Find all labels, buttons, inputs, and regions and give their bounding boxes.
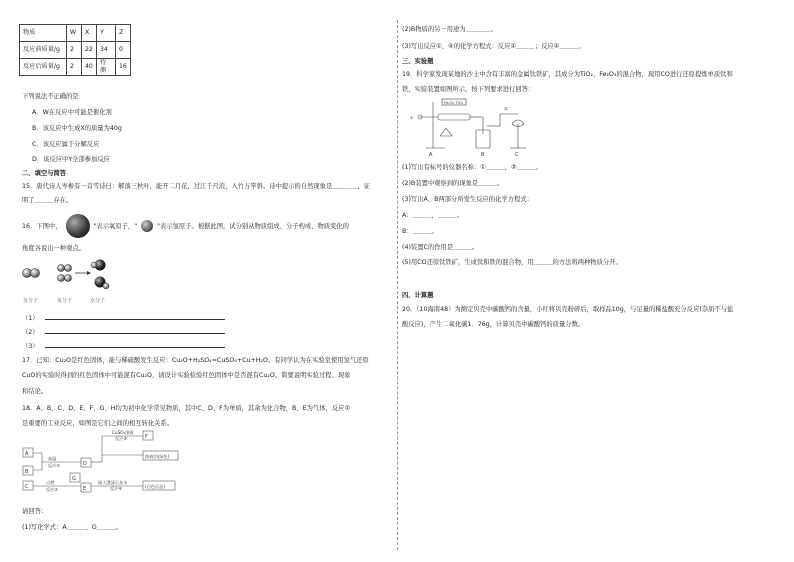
answer-label: （2） — [22, 329, 39, 336]
q19-sub3a: A：＿＿＿，＿＿＿。 — [402, 212, 463, 219]
label-white: (白色沉淀) — [145, 484, 166, 489]
label-r2b: 反应② — [46, 487, 59, 492]
label-cuso4: CuSO₄溶液 — [112, 430, 134, 435]
data-table — [19, 24, 131, 76]
water-molecule-icon — [91, 260, 109, 290]
label-r1b: 反应① — [48, 463, 61, 468]
label-limeb: 反应④ — [110, 486, 123, 491]
node-B: B — [25, 469, 29, 475]
q19-line2: 铁，实验装置如图所示，按下列要求进行回答： — [402, 86, 535, 93]
q18-line1: 18．A、B、C、D、E、F、G、H均为初中化学常见物质，其中C、D、F为单质，其余为化合物，B、E为气体，反应① — [22, 405, 351, 412]
label-o2: 氧分子 — [57, 298, 73, 304]
hydrogen-molecule-icon — [23, 269, 40, 278]
oxygen-molecule-icon — [58, 265, 72, 282]
table-header-cell: X — [82, 25, 97, 42]
q18-ask: 请回答： — [22, 508, 48, 515]
q20-line2: 酸反应)，产生二氧化碳1．76g，计算贝壳中碳酸钙的质量分数。 — [402, 321, 585, 328]
q19-sub3b: B：＿＿＿。 — [402, 228, 438, 235]
table-row — [20, 59, 131, 76]
table-cell: 22 — [82, 42, 97, 59]
section-heading-calc: 四、计算题 — [402, 292, 434, 299]
oxygen-atom-icon — [66, 214, 90, 238]
q16-text-b: "表示氧原子，" — [93, 223, 138, 230]
label-r2: 点燃 — [46, 480, 55, 485]
label-solution: 溶液(浅绿色) — [145, 454, 170, 459]
q16-text-c: "表示氢原子。根据此图，试分别从物质组成、分子构成、物质变化的 — [157, 223, 349, 230]
label-mark-2: ② — [504, 106, 508, 111]
table-header-cell: Y — [97, 25, 116, 42]
q16-line2: 角度各说出一种观点。 — [22, 245, 85, 252]
q18-sub1: (1)写化学式：A＿＿＿、G＿＿＿。 — [22, 524, 122, 531]
label-h2o: 水分子 — [90, 298, 106, 304]
q14-option-c: C．该反应属于分解反应 — [32, 141, 100, 148]
node-D: D — [83, 461, 87, 467]
q19-sub5: (5)用CO还原钛铁矿，生成钛和铁的混合物，用＿＿＿的方法将两种物质分开。 — [402, 259, 622, 266]
q19-sub1: (1)写出有标号的仪器名称：①＿＿＿，②＿＿＿。 — [402, 164, 542, 171]
q18-sub2: (2)B物质的另一用途为＿＿＿＿。 — [402, 26, 498, 33]
table-row — [20, 25, 131, 42]
node-E: E — [83, 486, 87, 492]
q19-sub3: (3)写出A、B两部分所发生反应的化学方程式： — [402, 196, 533, 203]
label-c: C — [515, 152, 519, 158]
q16-answer-1 — [22, 313, 225, 323]
table-cell: 待测 — [97, 59, 116, 76]
answer-line[interactable] — [45, 313, 225, 320]
q19-line1: 19．科学家发现某地的沙土中含有丰富的金属钛铁矿，其成分为TiO₂、Fe₂O₃的混合物，现用CO进行还原提炼单质钛和 — [402, 71, 733, 78]
section-heading-experiment: 三、实验题 — [402, 58, 434, 65]
table-row — [20, 42, 131, 59]
q17-line1: 17．已知：Cu₂O是红色固体，能与稀硫酸发生反应：Cu₂O+H₂SO₄=CuSO₄+Cu+H₂O。有同学认为在实验室使用氢气还原 — [22, 357, 369, 364]
q16-answer-3 — [22, 341, 225, 351]
node-F: F — [145, 434, 148, 440]
q15-line1: 15．唐代诗人岑参有一首雪诗曰：解落三秋叶，能开二月花，过江千尺浪，入竹万竿斜。诗中提示的自然现象是＿＿＿＿，证 — [22, 183, 371, 190]
hydrogen-atom-icon — [141, 220, 153, 232]
node-A: A — [25, 451, 29, 457]
answer-line[interactable] — [45, 327, 225, 334]
q18-line2: 是重要的工业反应，如图是它们之间的相互转化关系。 — [22, 420, 174, 427]
answer-label: （3） — [22, 343, 39, 350]
molecule-diagram — [20, 256, 120, 306]
q14-option-b: B．该反应中生成X的质量为40g — [32, 125, 122, 132]
table-cell: 反应后质量/g — [20, 59, 67, 76]
node-G: G — [72, 476, 76, 482]
section-heading-fill: 二、填空与简答 — [22, 170, 67, 177]
apparatus-diagram — [400, 96, 535, 158]
q16-line1 — [22, 220, 349, 232]
table-cell: 2 — [67, 42, 82, 59]
label-r1: 高温 — [48, 456, 57, 461]
table-header-cell: 物质 — [20, 25, 67, 42]
apparatus-label: Fe₂O₃ TiO₂ — [444, 100, 464, 105]
label-mark-1: ① — [410, 115, 414, 120]
q16-answer-2 — [22, 327, 225, 337]
q19-sub2: (2)B装置中观察到的现象是＿＿＿。 — [402, 180, 504, 187]
node-C: C — [25, 484, 29, 490]
q14-option-d: D．该反应中Y全部参加反应 — [32, 156, 110, 163]
q19-sub4: (4)装置C的作用是＿＿＿。 — [402, 244, 479, 251]
answer-label: （1） — [22, 315, 39, 322]
table-cell: 40 — [82, 59, 97, 76]
q17-line2: CuO的实验时得到的红色固体中可能混有Cu₂O，请设计实验检验红色固体中是否混有Cu₂O。简要说明实验过程、现象 — [22, 372, 351, 379]
label-cuso4b: 反应③ — [115, 436, 128, 441]
column-divider — [397, 20, 398, 550]
q16-text-a: 16．下图中， — [22, 223, 62, 230]
q15-line2: 明了＿＿＿存在。 — [22, 197, 73, 204]
table-header-cell: W — [67, 25, 82, 42]
label-a: A — [429, 152, 433, 158]
table-header-cell: Z — [116, 25, 131, 42]
label-b: B — [481, 152, 485, 158]
combustion-tube — [438, 114, 470, 120]
q18-sub3: (3)写出反应①、④的化学方程式：反应①＿＿＿；反应④＿＿＿。 — [402, 43, 585, 50]
answer-line[interactable] — [45, 341, 225, 348]
label-lime: 通入澄清石灰水 — [98, 480, 128, 485]
table-cell: 反应前质量/g — [20, 42, 67, 59]
table-cell: 16 — [116, 59, 131, 76]
table-cell: 34 — [97, 42, 116, 59]
alcohol-lamp — [440, 128, 452, 136]
q17-line3: 和结论。 — [22, 388, 48, 395]
label-h2: 氢分子 — [23, 298, 39, 304]
conversion-diagram — [20, 428, 220, 500]
q14-prompt: 下列说法不正确的是 — [22, 93, 79, 100]
table-cell: 0 — [116, 42, 131, 59]
table-cell: 2 — [67, 59, 82, 76]
q14-option-a: A．W在反应中可能是催化剂 — [32, 109, 112, 116]
q20-line1: 20．（10海南48）为测定贝壳中碳酸钙的含量，小红将贝壳粉碎后，取样品10g，与足量的稀盐酸充分反应(杂质不与盐 — [402, 306, 734, 313]
